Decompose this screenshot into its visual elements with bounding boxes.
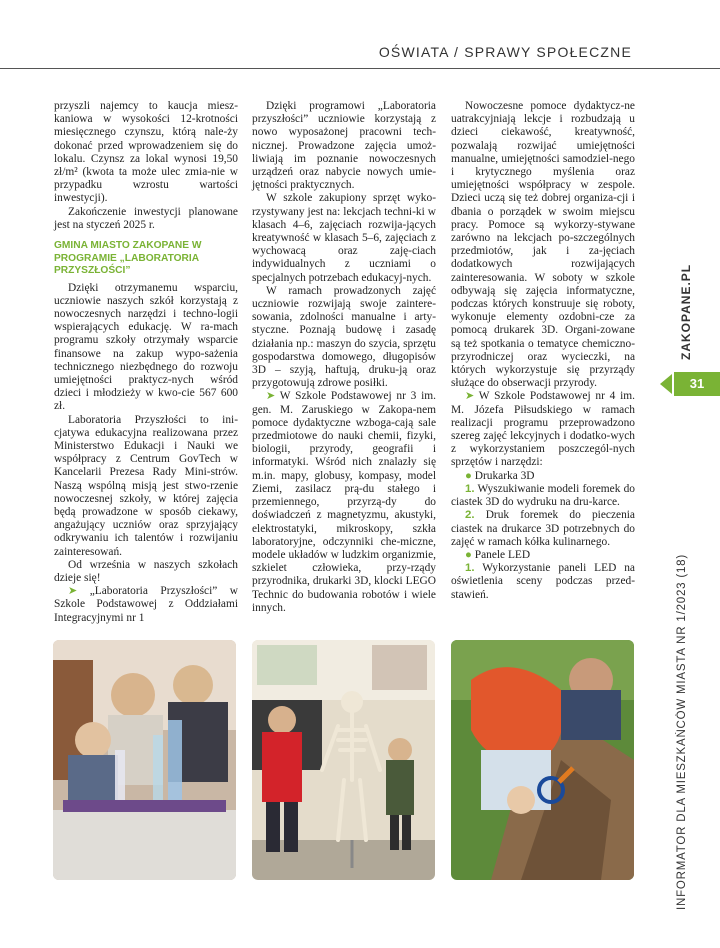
paragraph-text: „Laboratoria Przyszłości” w Szkole Podstawowej z Oddziałami Integracyjnymi nr 1 [54,585,238,624]
item-text: Wyszukiwanie modeli foremek do ciastek 3D do wydruku na dru-karce. [451,482,635,509]
paragraph: Nowoczesne pomoce dydaktycz-ne uatrakcyjniają lekcje i rozbudzają u dzieci ciekawość, kreatywność, pozwalają rozwijać umiejętności manualne, umiejętności samodziel-nego i krytycznego myślenia oraz umiejętności współpracy w zespole. Dzieci uczą się też dobrej organiza-cji i dbania o porządek w swoim miejscu pracy. Pomoce są wykorzy-stywane zarówno na lekcjach po-szczególnych przedmiotów, jak i za-jęciach dodatkowych rozwijających zainteresowania. W soboty w szkole odbywają się zajęcia informatyczne, podczas których konstruuje się roboty, wykonuje elementy ozdobni-cze za pomocą drukarek 3D. Organi-zowane są też spotkania o tematyce chemiczno-przyrodniczej oraz wycieczki, na których wykorzystuje się przyrządy służące do obserwacji przyrody. [451,100,635,390]
photo-students-laboratory [53,640,236,880]
paragraph: przyszli najemcy to kaucja miesz-kaniowa w wysokości 12-krotności miesięcznego czynszu, którą nale-ży dokonać przed wprowadzeniem się do lokalu. Czynsz za lokal wynosi 19,50 zł/m² (kwota ta może ulec zmia-nie w przypadku wzrostu wartości inwestycji). [54,100,238,205]
text-column-3 [451,100,635,602]
paragraph: Laboratoria Przyszłości to ini-cjatywa edukacyjna realizowana przez Ministerstwo Edukacji i Nauki we współpracy z Centrum GovTech w Kancelarii Prezesa Rady Mini-strów. Naszą wspólną misją jest stwo-rzenie nowoczesnej szkoły, w której zajęcia będą prowadzone w sposób ciekawy, angażujący uczniów oraz sprzyjający odkrywaniu ich talentów i rozwijaniu zainteresowań. [54,413,238,558]
arrow-icon: ➤ [266,390,276,403]
arrow-icon: ➤ [68,585,78,598]
item-number: 1. [465,562,475,575]
site-label-box [676,250,696,360]
paragraph: Dzięki programowi „Laboratoria przyszłości” uczniowie korzystają z nowo wyposażonej pracowni tech-nicznej. Prowadzone zajęcia umoż-liwiają im poznanie nowoczesnych urządzeń oraz nabycie nowych umie-jętności praktycznych. [252,100,436,192]
section-heading: GMINA MIASTO ZAKOPANE W PROGRAMIE „LABORATORIA PRZYSZŁOŚCI” [54,240,202,277]
paragraph-text: W Szkole Podstawowej nr 4 im. M. Józefa Piłsudskiego w ramach realizacji programu przeprowadzono szereg zajęć lekcyjnych i dodatko-wych z wykorzystaniem poszczegól-nych sprzętów i narzędzi: [451,390,635,469]
paragraph: Zakończenie inwestycji planowane jest na styczeń 2025 r. [54,205,238,231]
bullet-text: Drukarka 3D [474,469,535,482]
arrow-icon: ➤ [465,390,475,403]
numbered-item [451,483,635,509]
paragraph-arrow [252,390,436,614]
page-number: 31 [689,376,705,391]
item-number: 2. [465,509,475,522]
text-column-2 [252,100,436,615]
photo-girl-magnifier [451,640,634,880]
paragraph: W szkole zakupiony sprzęt wyko-rzystywany jest na: lekcjach techni-ki w klasach 4–6, zajęciach rozwija-jących kreatywność w klasach 5–6, zajęciach z wychowacą oraz zaję-ciach indywidualnych z uczniami o specjalnych potrzebach edukacyj-nych. [252,192,436,284]
paragraph: Dzięki otrzymanemu wsparciu, uczniowie naszych szkół korzystają z nowoczesnych narzędzi i techno-logii wspierających edukację. W ra-mach programu szkoły otrzymały wsparcie finansowe na zakup wypo-sażenia technicznego niezbędnego do rozwoju umiejętności praktycz-nych wśród dzieci i młodzieży w kwo-cie 567 600 zł. [54,281,238,413]
item-text: Wykorzystanie paneli LED na oświetlenia sceny podczas przed-stawień. [451,562,635,601]
item-number: 1. [465,482,475,495]
page-number-tab [660,372,720,396]
paragraph: Od września w naszych szkołach dzieje się! [54,558,238,584]
publication-title: INFORMATOR DLA MIESZKAŃCÓW MIASTA NR 1/2023 (18) [676,554,688,910]
paragraph-arrow [451,390,635,469]
bullet-icon: ● [465,469,472,482]
bullet-item [451,470,635,483]
photo-skeleton-model [252,640,435,880]
page-header [0,40,720,69]
bullet-icon: ● [465,548,472,561]
paragraph: W ramach prowadzonych zajęć uczniowie rozwijają swoje zaintere-sowania, zdolności manualne i arty-styczne. Poznają budowę i zasadę działania np.: maszyn do szycia, sprzętu gospodarstwa domowego, długopisów 3D – szyją, haftują, druku-ją oraz przygotowują zdrowe posiłki. [252,284,436,390]
bullet-text: Panele LED [474,548,531,561]
bullet-item [451,549,635,562]
section-title: OŚWIATA / SPRAWY SPOŁECZNE [378,44,632,60]
paragraph-text: W Szkole Podstawowej nr 3 im. gen. M. Zaruskiego w Zakopa-nem pomoce dydaktyczne wzboga-cają sale przedmiotowe do nauki chemii, fizyki, biologii, przyrody, geografii i informatyki. Wśród nich znalazły się m.in. mapy, globusy, kompasy, model Ziemi, zasilacz prą-du stałego i przemiennego, przyrzą-dy do doświadczeń z magnetyzmu, akustyki, elektrostatyki, mikroskopy, szkła laboratoryjne, odczynniki che-miczne, modele układów w ludzkim organizmie, szkielet człowieka, przy-rządy przyrodnika, drukarki 3D, klocki LEGO Technic do budowania robotów i wiele innych. [252,390,436,614]
numbered-item [451,562,635,602]
item-text: Druk foremek do pieczenia ciastek na drukarce 3D potrzebnych do zajęć w ramach kółka kulinarnego. [451,509,635,548]
numbered-item [451,509,635,549]
site-label: ZAKOPANE.PL [679,263,693,360]
paragraph-arrow [54,585,238,625]
text-column-1 [54,100,238,625]
